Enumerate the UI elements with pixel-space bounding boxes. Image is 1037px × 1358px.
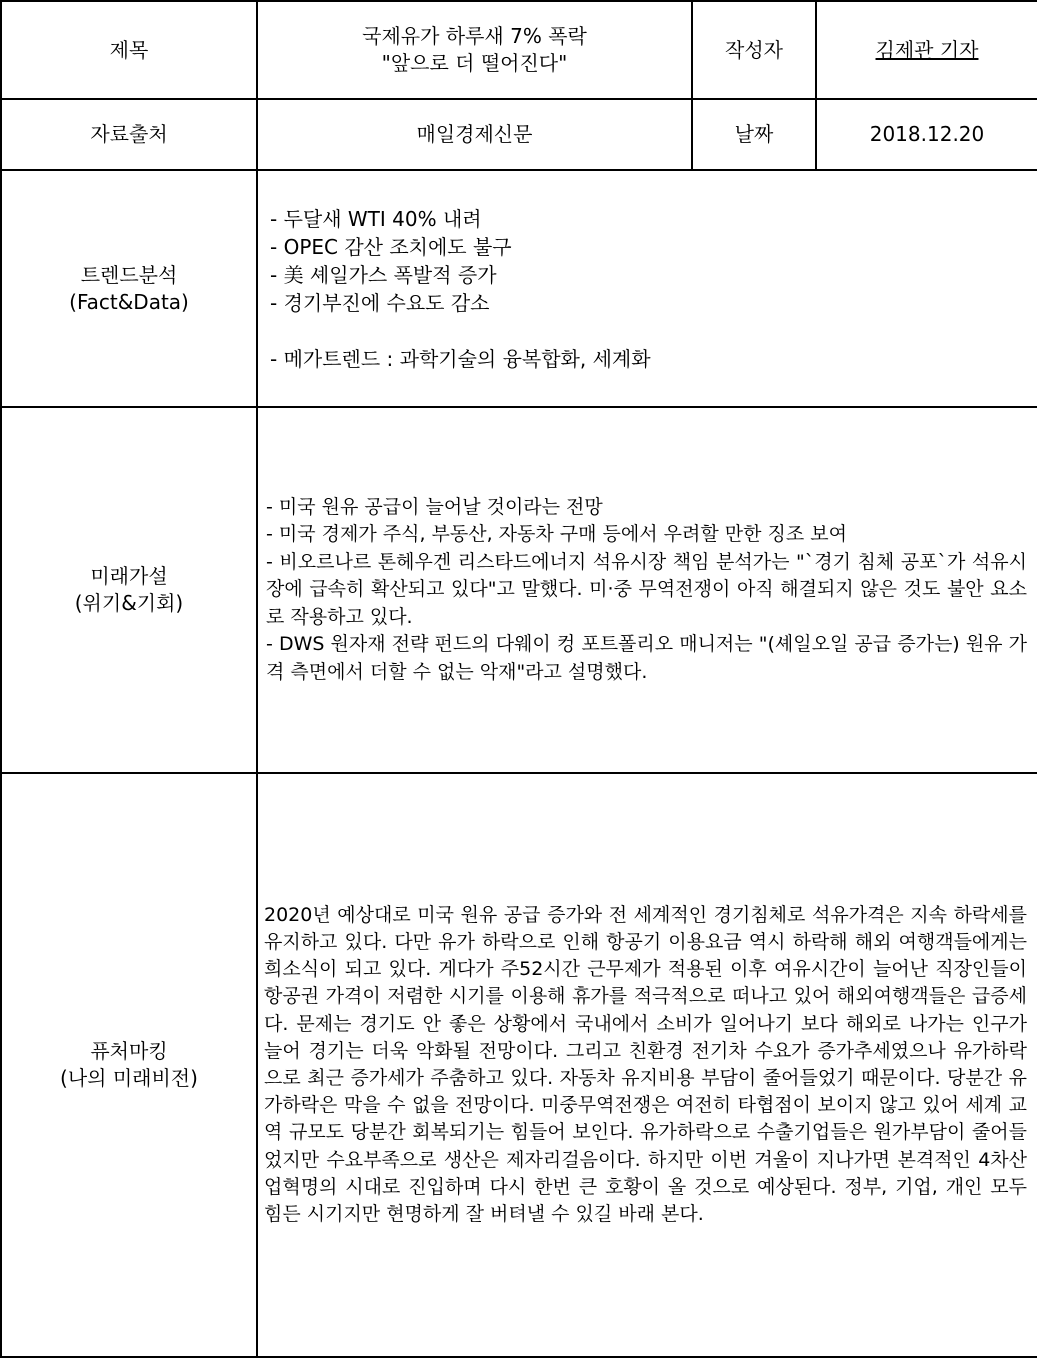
trend-label-line-2: (Fact&Data)	[69, 289, 189, 314]
trend-content-cell	[257, 170, 1037, 407]
hypothesis-item: - 비오르나르 톤헤우겐 리스타드에너지 석유시장 책임 분석가는 "`경기 침체 공포`가 석유시장에 급속히 확산되고 있다"고 말했다. 미·중 무역전쟁이 아직 해결되지 않은 것도 불안 요소로 작용하고 있다.	[266, 550, 1027, 628]
vision-content-cell	[257, 773, 1037, 1357]
title-label-cell	[1, 1, 257, 99]
author-value-cell	[816, 1, 1037, 99]
date-value-cell	[816, 99, 1037, 170]
vision-row	[1, 773, 1037, 1357]
source-label: 자료출처	[90, 122, 168, 146]
hypothesis-item: - 미국 원유 공급이 늘어날 것이라는 전망	[266, 495, 603, 518]
hypothesis-item: - DWS 원자재 전략 펀드의 다웨이 컹 포트폴리오 매니저는 "(셰일오일 공급 증가는) 원유 가격 측면에서 더할 수 없는 악재"라고 설명했다.	[266, 633, 1027, 683]
hypothesis-label-cell	[1, 407, 257, 773]
date-value: 2018.12.20	[869, 122, 985, 146]
date-label: 날짜	[734, 122, 774, 146]
trend-item: - OPEC 감산 조치에도 불구	[270, 234, 512, 259]
trend-spacer	[270, 317, 1037, 345]
vision-label-line-1: 퓨처마킹	[90, 1039, 168, 1063]
title-label: 제목	[109, 37, 149, 62]
hypothesis-label-line-1: 미래가설	[90, 564, 168, 588]
hypothesis-label-line-2: (위기&기회)	[74, 591, 184, 615]
title-line-1: 국제유가 하루새 7% 폭락	[362, 24, 587, 48]
date-label-cell	[692, 99, 816, 170]
source-value-cell	[257, 99, 692, 170]
hypothesis-row	[1, 407, 1037, 773]
trend-label-cell	[1, 170, 257, 407]
source-row	[1, 99, 1037, 170]
title-value-cell	[257, 1, 692, 99]
hypothesis-item: - 미국 경제가 주식, 부동산, 자동차 구매 등에서 우려할 만한 징조 보여	[266, 523, 847, 546]
trend-item: - 美 셰일가스 폭발적 증가	[270, 262, 497, 287]
vision-text: 2020년 예상대로 미국 원유 공급 증가와 전 세계적인 경기침체로 석유가격은 지속 하락세를 유지하고 있다. 다만 유가 하락으로 인해 항공기 이용요금 역시 하락해 해외 여행객들에게는 희소식이 되고 있다. 게다가 주52시간 근무제가 적용된 이후 여유시간이 늘어난 직장인들이 항공권 가격이 저렴한 시기를 이용해 휴가를 적극적으로 떠나고 있어 해외여행객들은 급증세다. 문제는 경기도 안 좋은 상황에서 국내에서 소비가 일어나기 보다 해외로 나가는 인구가 늘어 경기는 더욱 악화될 전망이다. 그리고 친환경 전기차 수요가 증가추세였으나 유가하락으로 최근 증가세가 주춤하고 있다. 자동차 유지비용 부담이 줄어들었기 때문이다. 당분간 유가하락은 막을 수 없을 전망이다. 미중무역전쟁은 여전히 타협점이 보이지 않고 있어 세계 교역 규모도 당분간 회복되기는 힘들어 보인다. 유가하락으로 수출기업들은 원가부담이 줄어들었지만 수요부족으로 생산은 제자리걸음이다. 하지만 이번 겨울이 지나가면 본격적인 4차산업혁명의 시대로 진입하며 다시 한번 큰 호황이 올 것으로 예상된다. 정부, 기업, 개인 모두 힘든 시기지만 현명하게 잘 버텨낼 수 있길 바래 본다.	[264, 903, 1027, 1226]
title-line-2: "앞으로 더 떨어진다"	[381, 51, 568, 75]
author-link[interactable]: 김제관 기자	[875, 37, 979, 62]
trend-row	[1, 170, 1037, 407]
trend-item: - 두달새 WTI 40% 내려	[270, 206, 482, 231]
vision-label-line-2: (나의 미래비전)	[60, 1066, 198, 1090]
title-row	[1, 1, 1037, 99]
trend-label-line-1: 트렌드분석	[80, 262, 178, 287]
trend-item: - 경기부진에 수요도 감소	[270, 290, 490, 315]
vision-label-cell	[1, 773, 257, 1357]
source-label-cell	[1, 99, 257, 170]
author-label: 작성자	[725, 37, 783, 62]
source-value: 매일경제신문	[416, 122, 533, 146]
hypothesis-content-cell	[257, 407, 1037, 773]
megatrend-item: - 메가트렌드 : 과학기술의 융복합화, 세계화	[270, 346, 651, 371]
author-label-cell	[692, 1, 816, 99]
